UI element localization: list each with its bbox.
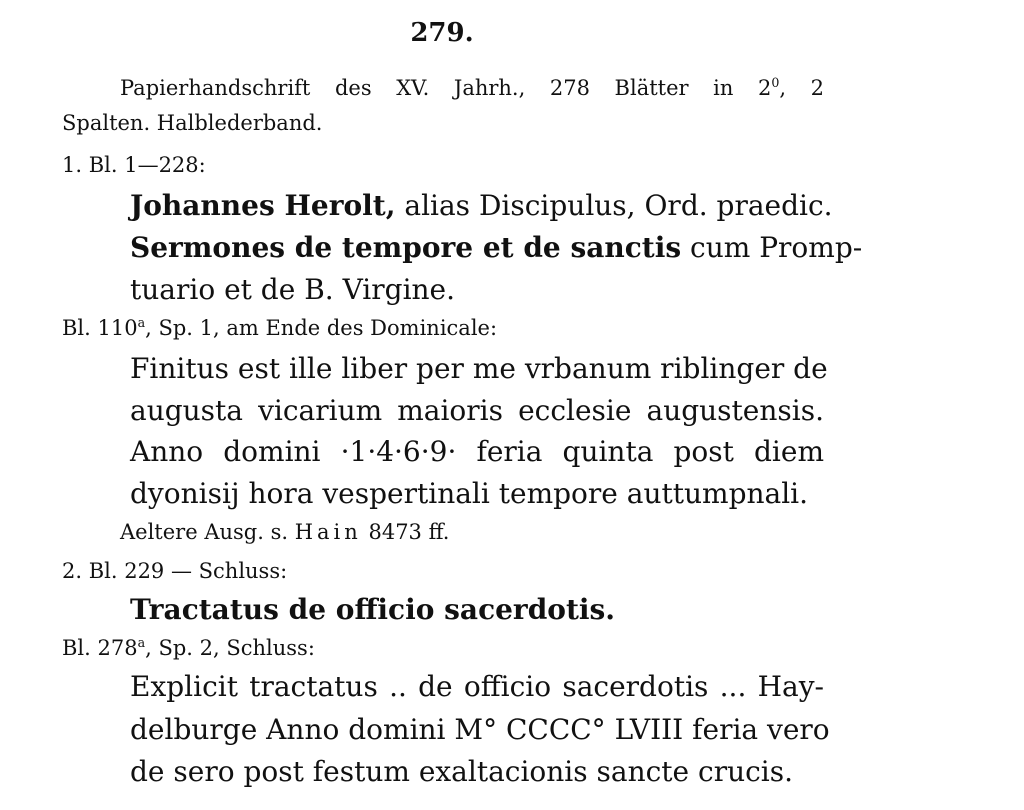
entry-1-title-line xyxy=(130,231,863,264)
description-text: Papierhandschrift des XV. Jahrh., 278 Blätter in 2 xyxy=(120,76,772,100)
page-number: 279. xyxy=(410,18,474,48)
entry-1-heading: 1. Bl. 1—228: xyxy=(62,153,206,177)
reference-folio: Bl. 278 xyxy=(62,636,138,660)
reference-superscript: a xyxy=(137,635,146,650)
format-superscript: 0 xyxy=(771,75,780,90)
colophon-line: delburge Anno domini M° CCCC° LVIII feria vero xyxy=(130,713,830,746)
work-title: Sermones de tempore et de sanctis xyxy=(130,231,682,264)
entry-2-heading: 2. Bl. 229 — Schluss: xyxy=(62,559,288,583)
edition-note xyxy=(120,522,449,543)
colophon-line: Anno domini ·1·4·6·9· feria quinta post diem xyxy=(130,435,824,468)
work-title-rest: cum Promp- xyxy=(681,231,863,264)
reference-folio: Bl. 110 xyxy=(62,316,138,340)
colophon-line: de sero post festum exaltacionis sancte crucis. xyxy=(130,755,794,788)
colophon-line: Explicit tractatus .. de officio sacerdotis ... Hay- xyxy=(130,670,824,703)
description-text-end: , 2 xyxy=(779,76,824,100)
reference-rest: , Sp. 1, am Ende des Dominicale: xyxy=(145,316,498,340)
colophon-line: dyonisij hora vespertinali tempore auttumpnali. xyxy=(130,477,809,510)
entry-1-author-line xyxy=(130,189,833,222)
edition-note-text: Aeltere Ausg. s. xyxy=(120,520,295,544)
entry-1-reference xyxy=(62,315,498,340)
reference-rest: , Sp. 2, Schluss: xyxy=(145,636,315,660)
entry-2-reference xyxy=(62,635,315,660)
description-line-2: Spalten. Halblederband. xyxy=(62,111,323,135)
colophon-line: Finitus est ille liber per me vrbanum riblinger de xyxy=(130,352,828,385)
author-rest: alias Discipulus, Ord. praedic. xyxy=(395,189,833,222)
author-name: Johannes Herolt, xyxy=(130,189,396,222)
description-line-1 xyxy=(120,75,824,100)
colophon-line: augusta vicarium maioris ecclesie augustensis. xyxy=(130,394,824,427)
reference-superscript: a xyxy=(137,315,146,330)
entry-2-title: Tractatus de officio sacerdotis. xyxy=(130,593,616,626)
entry-1-title-line-3: tuario et de B. Virgine. xyxy=(130,273,456,306)
edition-note-end: 8473 ff. xyxy=(361,520,450,544)
edition-note-name: Hain xyxy=(294,520,362,544)
